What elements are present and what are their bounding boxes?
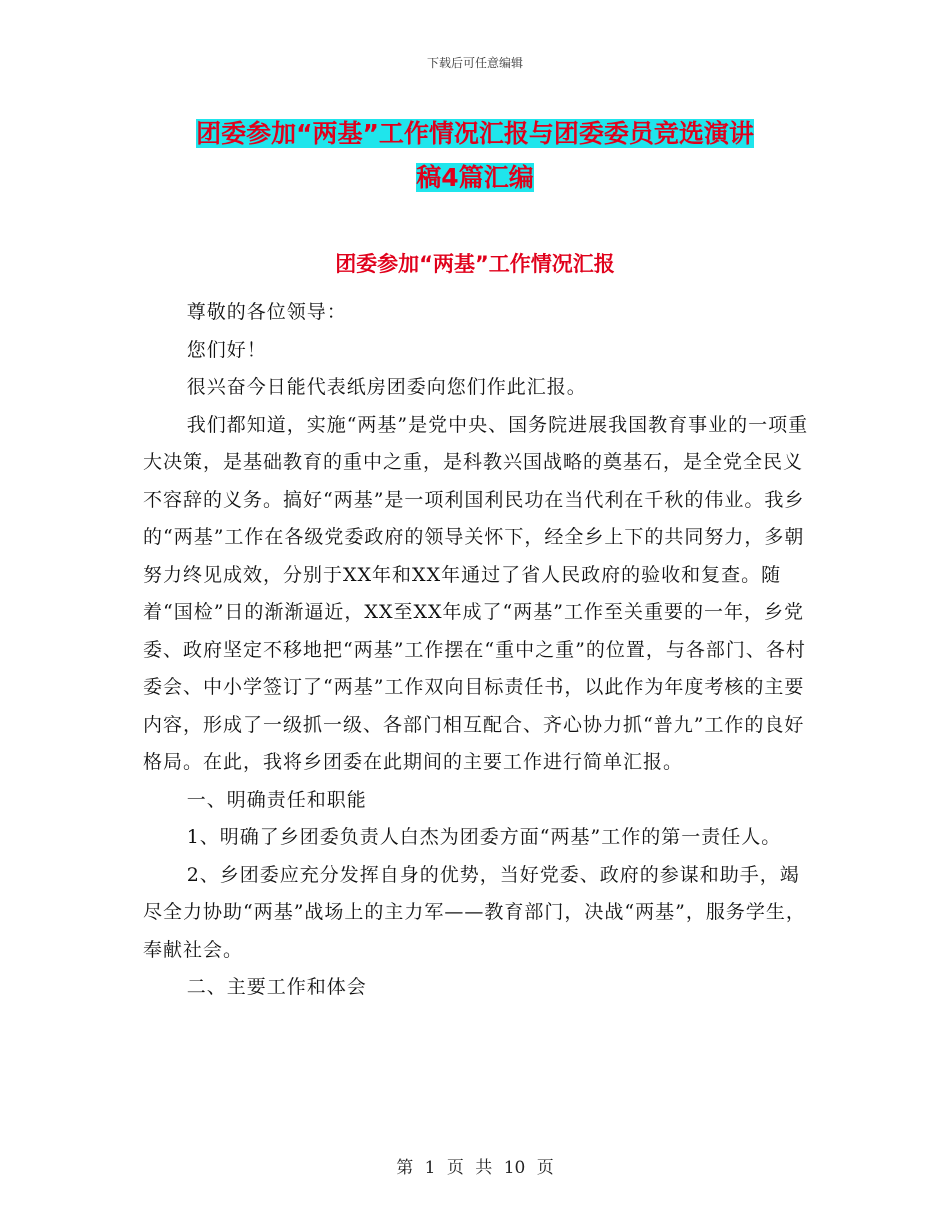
document-title-line-1	[0, 114, 950, 150]
paragraph-background: 我们都知道，实施“两基”是党中央、国务院进展我国教育事业的一项重大决策，是基础教育的重中之重，是科教兴国战略的奠基石，是全党全民义不容辞的义务。搞好“两基”是一项利国利民功在当代利在千秋的伟业。我乡的“两基”工作在各级党委政府的领导关怀下，经全乡上下的共同努力，多朝努力终见成效，分别于XX年和XX年通过了省人民政府的验收和复查。随着“国检”日的渐渐逼近，XX至XX年成了“两基”工作至关重要的一年，乡党委、政府坚定不移地把“两基”工作摆在“重中之重”的位置，与各部门、各村委会、中小学签订了“两基”工作双向目标责任书，以此作为年度考核的主要内容，形成了一级抓一级、各部门相互配合、齐心协力抓“普九”工作的良好格局。在此，我将乡团委在此期间的主要工作进行简单汇报。	[143, 413, 809, 773]
section-title: 团委参加“两基”工作情况汇报	[335, 252, 615, 276]
paragraph-salutation: 尊敬的各位领导：	[186, 301, 347, 323]
document-title-line-2	[0, 158, 950, 194]
page-footer: 第 1 页 共 10 页	[396, 1158, 554, 1178]
paragraph-item-2: 2、乡团委应充分发挥自身的优势，当好党委、政府的参谋和助手，竭尽全力协助“两基”战场上的主力军——教育部门，决战“两基”，服务学生，奉献社会。	[143, 863, 806, 961]
paragraph-intro: 很兴奋今日能代表纸房团委向您们作此汇报。	[186, 376, 587, 398]
paragraph-greeting: 您们好！	[186, 338, 267, 361]
document-body	[143, 294, 813, 1007]
document-title-text-2: 稿4篇汇编	[416, 163, 534, 192]
heading-main-work: 二、主要工作和体会	[186, 976, 367, 998]
header-note: 下载后可任意编辑	[426, 56, 523, 70]
heading-responsibilities: 一、明确责任和职能	[186, 788, 367, 811]
document-title-text-1: 团委参加“两基”工作情况汇报与团委委员竞选演讲	[196, 119, 754, 148]
paragraph-item-1: 1、明确了乡团委负责人白杰为团委方面“两基”工作的第一责任人。	[186, 826, 782, 848]
